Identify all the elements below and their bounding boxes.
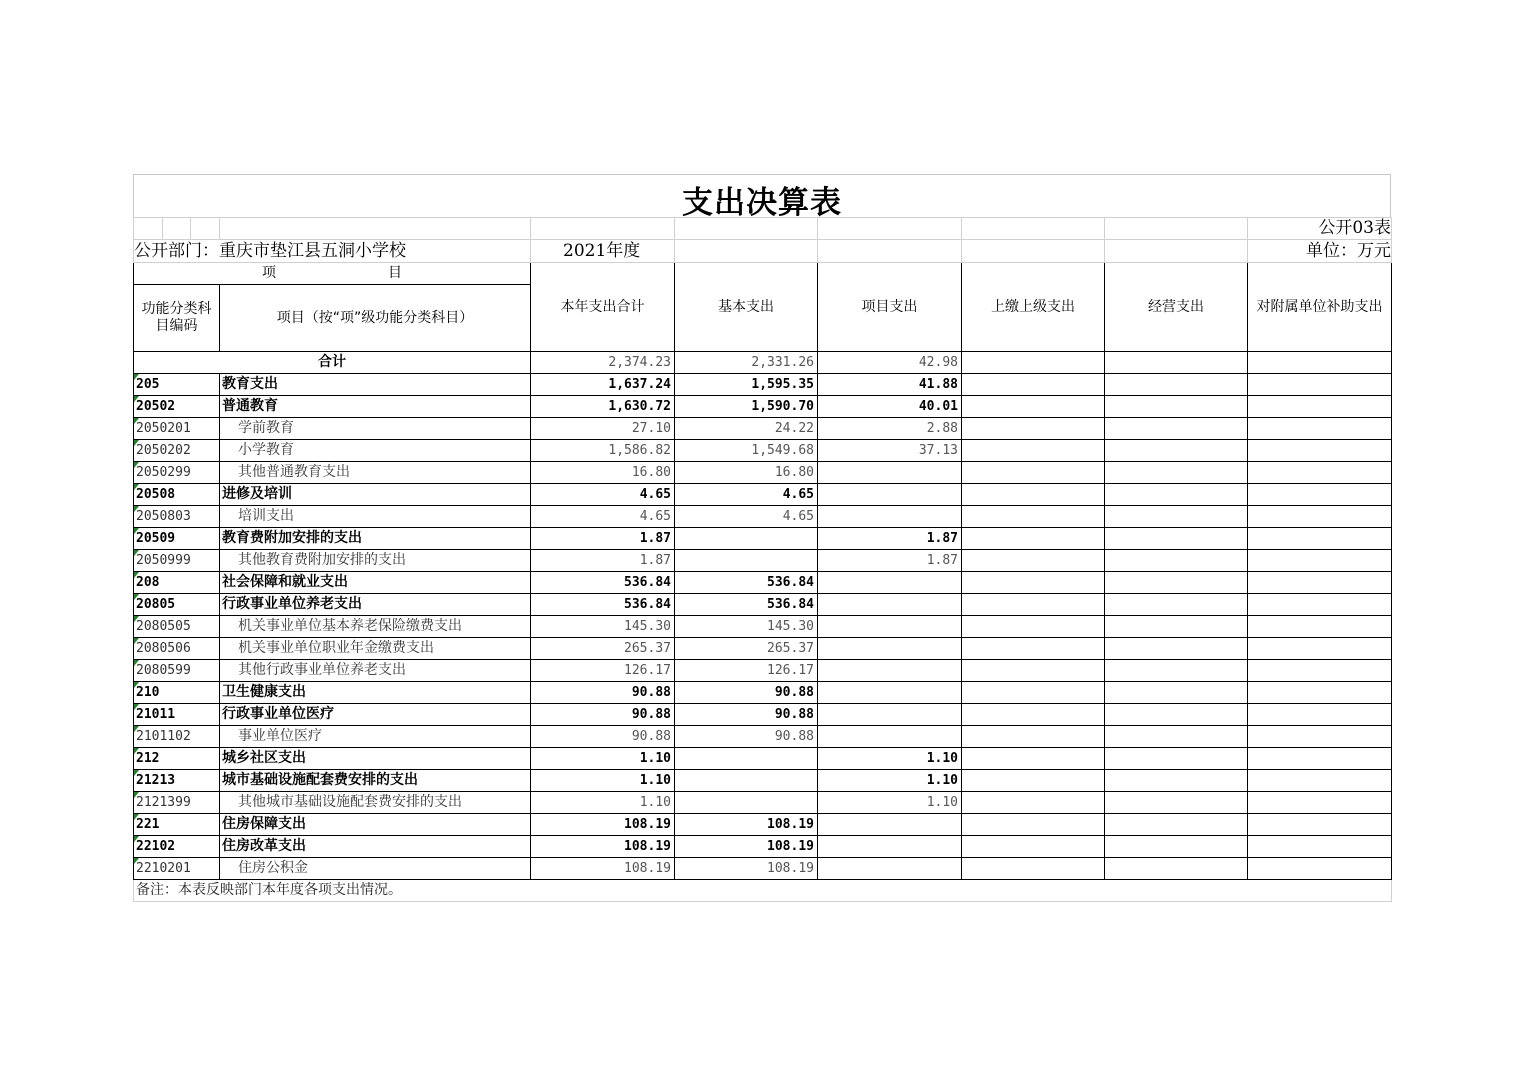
row-code: 210 <box>134 682 220 704</box>
row-business <box>1105 836 1248 858</box>
row-code: 2080506 <box>134 638 220 660</box>
row-upper <box>962 770 1105 792</box>
header-upper: 上缴上级支出 <box>962 263 1105 352</box>
row-code: 2080599 <box>134 660 220 682</box>
row-project: 2.88 <box>818 418 962 440</box>
row-name: 住房公积金 <box>220 858 531 880</box>
row-upper <box>962 726 1105 748</box>
row-name: 行政事业单位医疗 <box>220 704 531 726</box>
department-label: 公开部门：重庆市垫江县五洞小学校 <box>134 240 531 263</box>
row-total: 1,586.82 <box>531 440 675 462</box>
row-code: 2050999 <box>134 550 220 572</box>
row-total: 90.88 <box>531 704 675 726</box>
row-code: 212 <box>134 748 220 770</box>
row-name: 其他普通教育支出 <box>220 462 531 484</box>
row-code: 20509 <box>134 528 220 550</box>
row-basic <box>675 550 818 572</box>
row-basic: 90.88 <box>675 726 818 748</box>
row-name: 小学教育 <box>220 440 531 462</box>
table-row <box>134 616 1392 638</box>
table-row <box>134 374 1392 396</box>
title-row <box>133 174 1391 221</box>
row-project <box>818 814 962 836</box>
row-total: 265.37 <box>531 638 675 660</box>
total-project: 42.98 <box>818 352 962 374</box>
row-project: 41.88 <box>818 374 962 396</box>
expenditure-sheet <box>133 174 1391 902</box>
row-name: 卫生健康支出 <box>220 682 531 704</box>
row-subsidy <box>1248 550 1392 572</box>
header-business: 经营支出 <box>1105 263 1248 352</box>
row-project: 1.10 <box>818 792 962 814</box>
row-business <box>1105 770 1248 792</box>
row-upper <box>962 858 1105 880</box>
row-total: 4.65 <box>531 484 675 506</box>
row-business <box>1105 462 1248 484</box>
header-name: 项目（按“项”级功能分类科目） <box>220 285 531 352</box>
row-code: 208 <box>134 572 220 594</box>
row-basic: 265.37 <box>675 638 818 660</box>
row-total: 1,637.24 <box>531 374 675 396</box>
row-subsidy <box>1248 792 1392 814</box>
row-subsidy <box>1248 572 1392 594</box>
row-basic: 536.84 <box>675 594 818 616</box>
table-row <box>134 418 1392 440</box>
row-basic: 108.19 <box>675 858 818 880</box>
row-subsidy <box>1248 858 1392 880</box>
row-upper <box>962 616 1105 638</box>
row-business <box>1105 528 1248 550</box>
row-project: 1.10 <box>818 748 962 770</box>
row-code: 2050803 <box>134 506 220 528</box>
row-subsidy <box>1248 616 1392 638</box>
row-total: 4.65 <box>531 506 675 528</box>
row-code: 20508 <box>134 484 220 506</box>
row-basic: 1,590.70 <box>675 396 818 418</box>
row-code: 20805 <box>134 594 220 616</box>
row-code: 21011 <box>134 704 220 726</box>
row-basic: 24.22 <box>675 418 818 440</box>
row-project <box>818 836 962 858</box>
row-total: 1.87 <box>531 528 675 550</box>
row-subsidy <box>1248 418 1392 440</box>
row-upper <box>962 374 1105 396</box>
row-name: 机关事业单位基本养老保险缴费支出 <box>220 616 531 638</box>
total-row <box>134 352 1392 374</box>
row-basic: 90.88 <box>675 682 818 704</box>
row-subsidy <box>1248 594 1392 616</box>
row-business <box>1105 814 1248 836</box>
row-name: 其他教育费附加安排的支出 <box>220 550 531 572</box>
row-basic: 108.19 <box>675 814 818 836</box>
row-project <box>818 638 962 660</box>
row-total: 1.87 <box>531 550 675 572</box>
row-subsidy <box>1248 682 1392 704</box>
row-business <box>1105 440 1248 462</box>
row-upper <box>962 440 1105 462</box>
row-name: 其他城市基础设施配套费安排的支出 <box>220 792 531 814</box>
row-business <box>1105 594 1248 616</box>
row-basic: 1,549.68 <box>675 440 818 462</box>
table-row <box>134 572 1392 594</box>
row-upper <box>962 792 1105 814</box>
header-total: 本年支出合计 <box>531 263 675 352</box>
row-subsidy <box>1248 462 1392 484</box>
row-code: 22102 <box>134 836 220 858</box>
row-code: 20502 <box>134 396 220 418</box>
total-label: 合计 <box>134 352 531 374</box>
row-subsidy <box>1248 770 1392 792</box>
table-row <box>134 704 1392 726</box>
row-upper <box>962 462 1105 484</box>
row-code: 2210201 <box>134 858 220 880</box>
row-business <box>1105 396 1248 418</box>
table-row <box>134 440 1392 462</box>
row-business <box>1105 484 1248 506</box>
row-name: 行政事业单位养老支出 <box>220 594 531 616</box>
row-upper <box>962 660 1105 682</box>
row-basic: 90.88 <box>675 704 818 726</box>
page-title: 支出决算表 <box>682 185 842 221</box>
row-upper <box>962 528 1105 550</box>
row-basic: 4.65 <box>675 506 818 528</box>
row-project: 1.87 <box>818 528 962 550</box>
header-subsidy: 对附属单位补助支出 <box>1248 263 1392 352</box>
row-code: 2050201 <box>134 418 220 440</box>
table-row <box>134 682 1392 704</box>
row-basic: 4.65 <box>675 484 818 506</box>
row-upper <box>962 594 1105 616</box>
header-item: 项 目 <box>134 263 531 285</box>
row-basic <box>675 792 818 814</box>
table-row <box>134 484 1392 506</box>
row-upper <box>962 572 1105 594</box>
row-total: 108.19 <box>531 814 675 836</box>
header-code: 功能分类科目编码 <box>134 285 220 352</box>
row-business <box>1105 748 1248 770</box>
row-business <box>1105 792 1248 814</box>
fiscal-year: 2021年度 <box>531 240 675 263</box>
table-row <box>134 858 1392 880</box>
row-total: 90.88 <box>531 726 675 748</box>
row-subsidy <box>1248 396 1392 418</box>
row-subsidy <box>1248 506 1392 528</box>
row-project <box>818 704 962 726</box>
row-project <box>818 660 962 682</box>
row-total: 90.88 <box>531 682 675 704</box>
row-total: 1.10 <box>531 792 675 814</box>
row-project <box>818 616 962 638</box>
row-basic: 1,595.35 <box>675 374 818 396</box>
row-name: 教育支出 <box>220 374 531 396</box>
row-business <box>1105 418 1248 440</box>
total-sum: 2,374.23 <box>531 352 675 374</box>
row-project: 37.13 <box>818 440 962 462</box>
row-project: 1.87 <box>818 550 962 572</box>
row-upper <box>962 748 1105 770</box>
row-total: 126.17 <box>531 660 675 682</box>
table-row <box>134 792 1392 814</box>
row-name: 住房保障支出 <box>220 814 531 836</box>
row-basic: 126.17 <box>675 660 818 682</box>
row-business <box>1105 572 1248 594</box>
row-subsidy <box>1248 726 1392 748</box>
row-total: 16.80 <box>531 462 675 484</box>
table-row <box>134 462 1392 484</box>
row-code: 21213 <box>134 770 220 792</box>
row-name: 学前教育 <box>220 418 531 440</box>
row-total: 27.10 <box>531 418 675 440</box>
row-project <box>818 506 962 528</box>
row-subsidy <box>1248 660 1392 682</box>
row-upper <box>962 836 1105 858</box>
row-total: 108.19 <box>531 836 675 858</box>
row-total: 536.84 <box>531 572 675 594</box>
row-name: 机关事业单位职业年金缴费支出 <box>220 638 531 660</box>
row-upper <box>962 396 1105 418</box>
row-total: 536.84 <box>531 594 675 616</box>
row-business <box>1105 858 1248 880</box>
row-subsidy <box>1248 836 1392 858</box>
row-business <box>1105 374 1248 396</box>
row-basic <box>675 748 818 770</box>
row-code: 2050202 <box>134 440 220 462</box>
row-basic: 145.30 <box>675 616 818 638</box>
row-subsidy <box>1248 638 1392 660</box>
row-total: 1,630.72 <box>531 396 675 418</box>
row-name: 社会保障和就业支出 <box>220 572 531 594</box>
row-basic: 16.80 <box>675 462 818 484</box>
row-name: 城市基础设施配套费安排的支出 <box>220 770 531 792</box>
row-project <box>818 858 962 880</box>
row-business <box>1105 550 1248 572</box>
row-project <box>818 726 962 748</box>
table-row <box>134 770 1392 792</box>
row-business <box>1105 682 1248 704</box>
table-row <box>134 594 1392 616</box>
row-project <box>818 572 962 594</box>
row-basic <box>675 770 818 792</box>
row-business <box>1105 506 1248 528</box>
row-total: 145.30 <box>531 616 675 638</box>
row-subsidy <box>1248 814 1392 836</box>
row-total: 1.10 <box>531 748 675 770</box>
expenditure-table <box>133 217 1392 902</box>
row-total: 108.19 <box>531 858 675 880</box>
table-row <box>134 550 1392 572</box>
row-subsidy <box>1248 484 1392 506</box>
row-upper <box>962 682 1105 704</box>
row-upper <box>962 638 1105 660</box>
row-subsidy <box>1248 374 1392 396</box>
row-name: 其他行政事业单位养老支出 <box>220 660 531 682</box>
row-upper <box>962 814 1105 836</box>
footnote: 备注：本表反映部门本年度各项支出情况。 <box>134 880 1392 902</box>
unit-label: 单位：万元 <box>1248 240 1392 263</box>
row-project <box>818 682 962 704</box>
row-business <box>1105 616 1248 638</box>
row-upper <box>962 484 1105 506</box>
row-project: 40.01 <box>818 396 962 418</box>
total-basic: 2,331.26 <box>675 352 818 374</box>
row-code: 205 <box>134 374 220 396</box>
row-code: 2121399 <box>134 792 220 814</box>
table-row <box>134 836 1392 858</box>
row-basic: 536.84 <box>675 572 818 594</box>
row-upper <box>962 704 1105 726</box>
row-project: 1.10 <box>818 770 962 792</box>
row-code: 2080505 <box>134 616 220 638</box>
table-row <box>134 528 1392 550</box>
row-code: 2050299 <box>134 462 220 484</box>
row-business <box>1105 638 1248 660</box>
row-name: 住房改革支出 <box>220 836 531 858</box>
row-subsidy <box>1248 704 1392 726</box>
table-row <box>134 506 1392 528</box>
row-subsidy <box>1248 748 1392 770</box>
row-basic <box>675 528 818 550</box>
row-name: 教育费附加安排的支出 <box>220 528 531 550</box>
table-row <box>134 814 1392 836</box>
row-project <box>818 484 962 506</box>
row-business <box>1105 704 1248 726</box>
form-number: 公开03表 <box>1248 218 1392 240</box>
table-row <box>134 396 1392 418</box>
row-upper <box>962 550 1105 572</box>
row-total: 1.10 <box>531 770 675 792</box>
row-subsidy <box>1248 440 1392 462</box>
row-subsidy <box>1248 528 1392 550</box>
row-business <box>1105 660 1248 682</box>
header-project: 项目支出 <box>818 263 962 352</box>
table-row <box>134 638 1392 660</box>
row-basic: 108.19 <box>675 836 818 858</box>
table-row <box>134 748 1392 770</box>
row-project <box>818 594 962 616</box>
header-basic: 基本支出 <box>675 263 818 352</box>
row-name: 进修及培训 <box>220 484 531 506</box>
row-name: 城乡社区支出 <box>220 748 531 770</box>
note-row <box>134 880 1392 902</box>
row-business <box>1105 726 1248 748</box>
header-row-1 <box>134 263 1392 285</box>
row-upper <box>962 418 1105 440</box>
table-row <box>134 660 1392 682</box>
row-code: 221 <box>134 814 220 836</box>
data-body <box>134 352 1392 880</box>
row-name: 培训支出 <box>220 506 531 528</box>
meta-row <box>134 240 1392 263</box>
row-name: 事业单位医疗 <box>220 726 531 748</box>
row-project <box>818 462 962 484</box>
row-upper <box>962 506 1105 528</box>
row-code: 2101102 <box>134 726 220 748</box>
table-row <box>134 726 1392 748</box>
row-name: 普通教育 <box>220 396 531 418</box>
